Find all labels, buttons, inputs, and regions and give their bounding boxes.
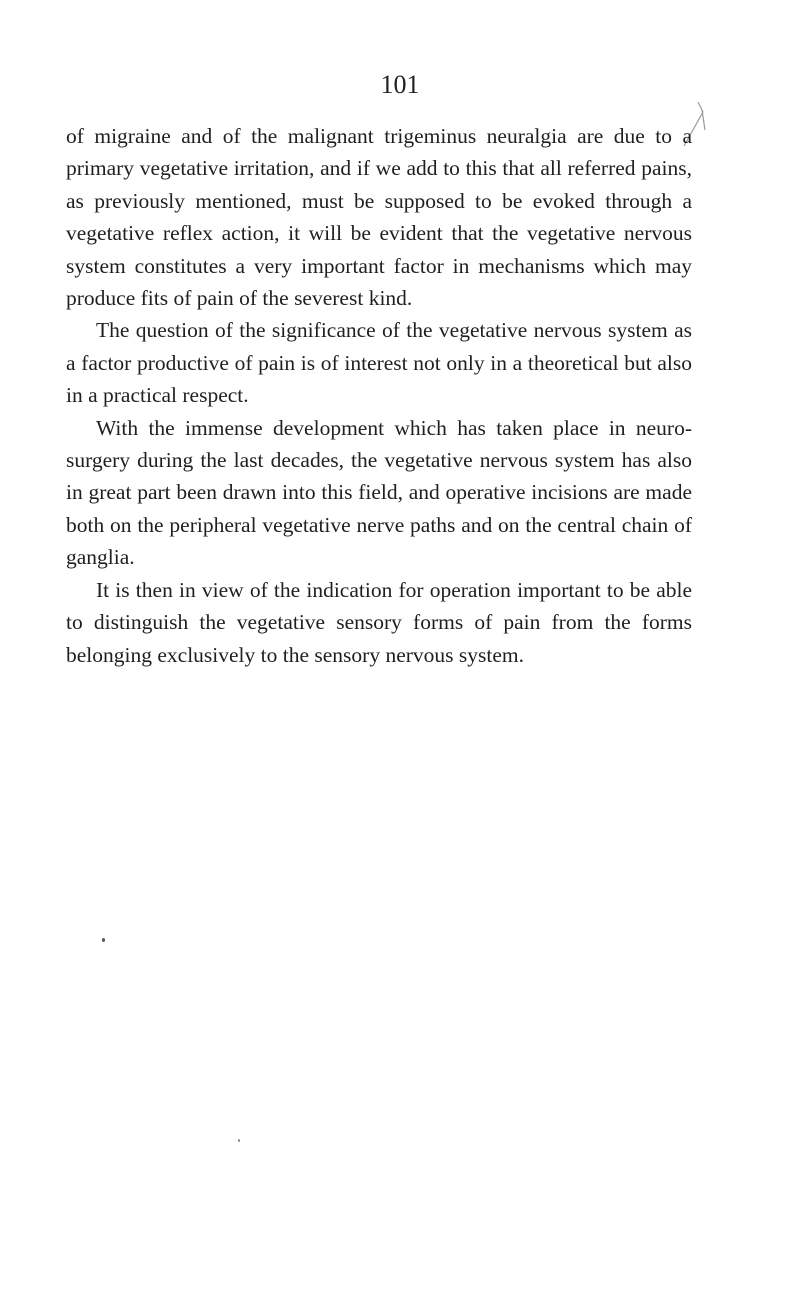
- body-text: [66, 120, 692, 671]
- paragraph-2: The question of the significance of the vegetative nervous system as a factor productive of pain is of interest not only in a theoretical but also in a practical respect.: [66, 318, 692, 408]
- paragraph-1: of migraine and of the malignant trigeminus neuralgia are due to a primary vegetative irritation, and if we add to this that all referred pains, as previously mentioned, must be supposed to be evoked through a vegetative reflex action, it will be evident that the vegetative nervous system constitutes a very important factor in mechanisms which may produce fits of pain of the severest kind.: [66, 124, 692, 311]
- print-speck: [102, 938, 105, 942]
- print-speck: [238, 1139, 240, 1142]
- paragraph-4: It is then in view of the indication for operation important to be able to distinguish the vegetative sensory forms of pain from the forms belonging exclusively to the sensory nervous system.: [66, 577, 692, 667]
- page-number: 101: [380, 70, 420, 99]
- paragraph-3: With the immense development which has taken place in neuro-surgery during the last decades, the vegetative nervous system has also in great part been drawn into this field, and operative incisions are made both on the peripheral vegetative nerve paths and on the central chain of ganglia.: [66, 415, 692, 570]
